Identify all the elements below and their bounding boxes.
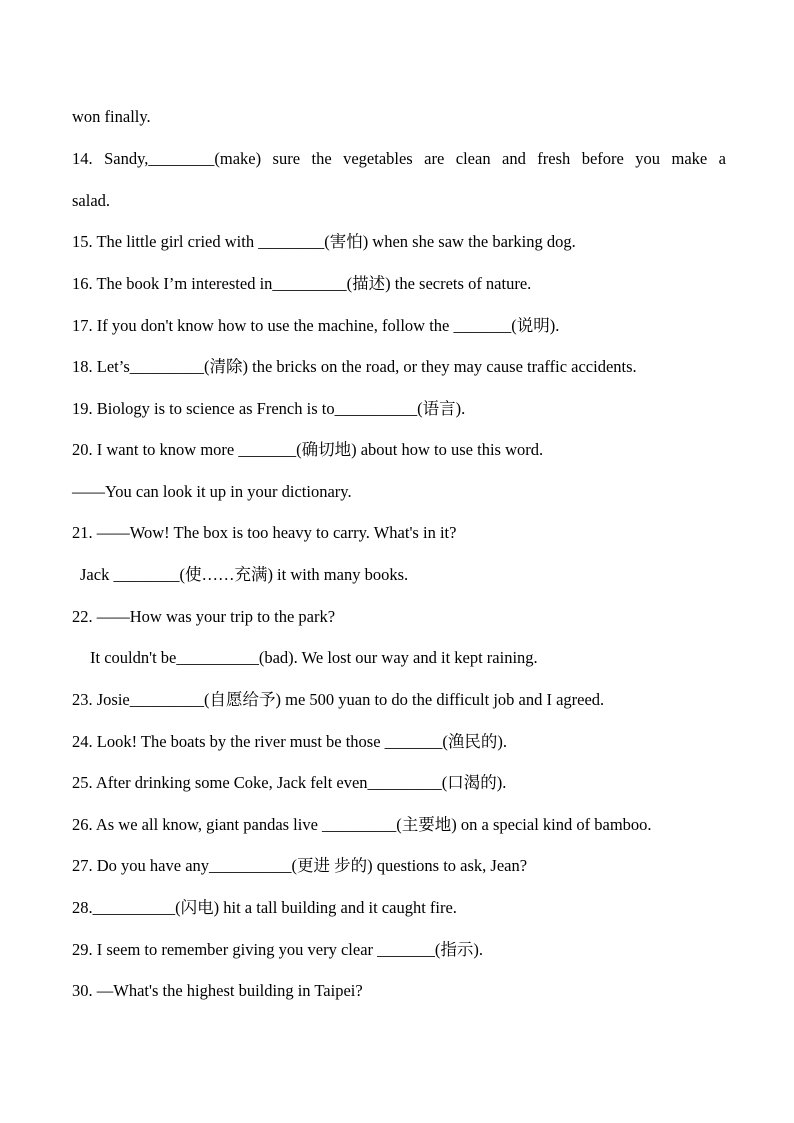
question-22: 22. ——How was your trip to the park? (72, 607, 336, 626)
question-21-answer: Jack ________(使……充满) it with many books. (80, 565, 409, 584)
question-30: 30. —What's the highest building in Taipei? (72, 981, 363, 1000)
question-18: 18. Let’s_________(清除) the bricks on the road, or they may cause traffic accidents. (72, 357, 637, 376)
question-27: 27. Do you have any__________(更进 步的) questions to ask, Jean? (72, 856, 528, 875)
text-line-continuation: won finally. (72, 107, 151, 126)
question-17: 17. If you don't know how to use the machine, follow the _______(说明). (72, 316, 560, 335)
question-15: 15. The little girl cried with ________(害怕) when she saw the barking dog. (72, 232, 576, 251)
question-26: 26. As we all know, giant pandas live _________(主要地) on a special kind of bamboo. (72, 815, 652, 834)
question-14-continuation: salad. (72, 191, 111, 210)
question-19: 19. Biology is to science as French is to__________(语言). (72, 399, 466, 418)
question-16: 16. The book I’m interested in_________(描述) the secrets of nature. (72, 274, 532, 293)
question-22-answer: It couldn't be__________(bad). We lost our way and it kept raining. (90, 648, 538, 667)
question-20-answer: ——You can look it up in your dictionary. (72, 482, 352, 501)
question-25: 25. After drinking some Coke, Jack felt even_________(口渴的). (72, 773, 507, 792)
question-24: 24. Look! The boats by the river must be those _______(渔民的). (72, 732, 508, 751)
question-14: 14. Sandy,________(make) sure the vegetables are clean and fresh before you make a (72, 149, 726, 168)
question-28: 28.__________(闪电) hit a tall building and it caught fire. (72, 898, 457, 917)
question-21: 21. ——Wow! The box is too heavy to carry. What's in it? (72, 523, 457, 542)
question-20: 20. I want to know more _______(确切地) about how to use this word. (72, 440, 544, 459)
question-23: 23. Josie_________(自愿给予) me 500 yuan to do the difficult job and I agreed. (72, 690, 605, 709)
question-29: 29. I seem to remember giving you very clear _______(指示). (72, 940, 484, 959)
